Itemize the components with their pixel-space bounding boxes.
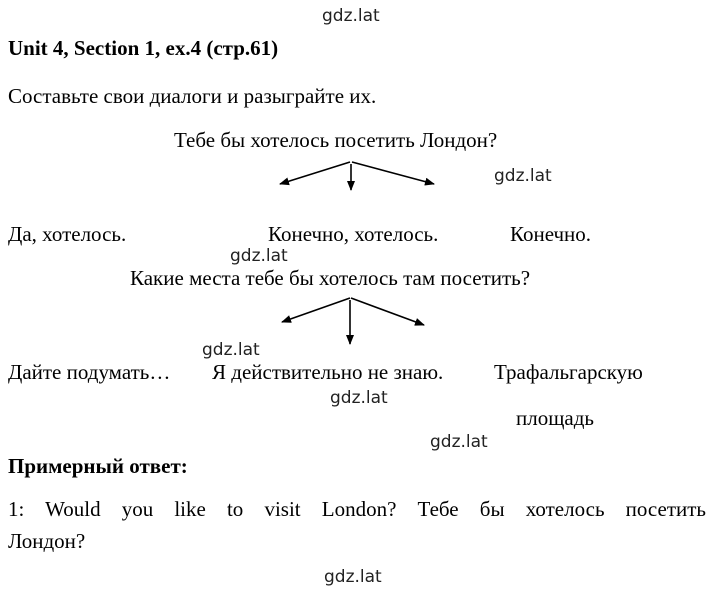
diagram1-question: Тебе бы хотелось посетить Лондон?	[174, 128, 498, 152]
watermark-bottom: gdz.lat	[324, 567, 382, 587]
diagram2-answer-3-cont: площадь	[516, 406, 594, 430]
watermark: gdz.lat	[230, 246, 288, 266]
diagram1-answer-2: Конечно, хотелось.	[268, 222, 439, 246]
arrow-right	[352, 162, 434, 184]
watermark: gdz.lat	[430, 432, 488, 452]
diagram2-answer-2: Я действительно не знаю.	[212, 360, 444, 384]
watermark: gdz.lat	[494, 166, 552, 186]
page-title: Unit 4, Section 1, ex.4 (стр.61)	[8, 36, 279, 60]
diagram2-question: Какие места тебе бы хотелось там посетить?	[130, 266, 531, 290]
example-line-2: Лондон?	[8, 529, 86, 553]
arrow-left	[282, 298, 350, 322]
arrow-left	[280, 162, 350, 184]
diagram2-answer-1: Дайте подумать…	[8, 360, 171, 384]
example-line-1: 1: Would you like to visit London? Тебе бы хотелось посетить	[8, 497, 706, 521]
example-heading: Примерный ответ:	[8, 454, 188, 478]
diagram2-answer-3: Трафальгарскую	[494, 360, 643, 384]
instruction-text: Составьте свои диалоги и разыграйте их.	[8, 84, 377, 108]
diagram1-answer-1: Да, хотелось.	[8, 222, 127, 246]
arrow-right	[351, 298, 424, 325]
diagram1-answer-3: Конечно.	[510, 222, 592, 246]
watermark: gdz.lat	[202, 340, 260, 360]
watermark: gdz.lat	[330, 388, 388, 408]
watermark-top: gdz.lat	[322, 6, 380, 26]
